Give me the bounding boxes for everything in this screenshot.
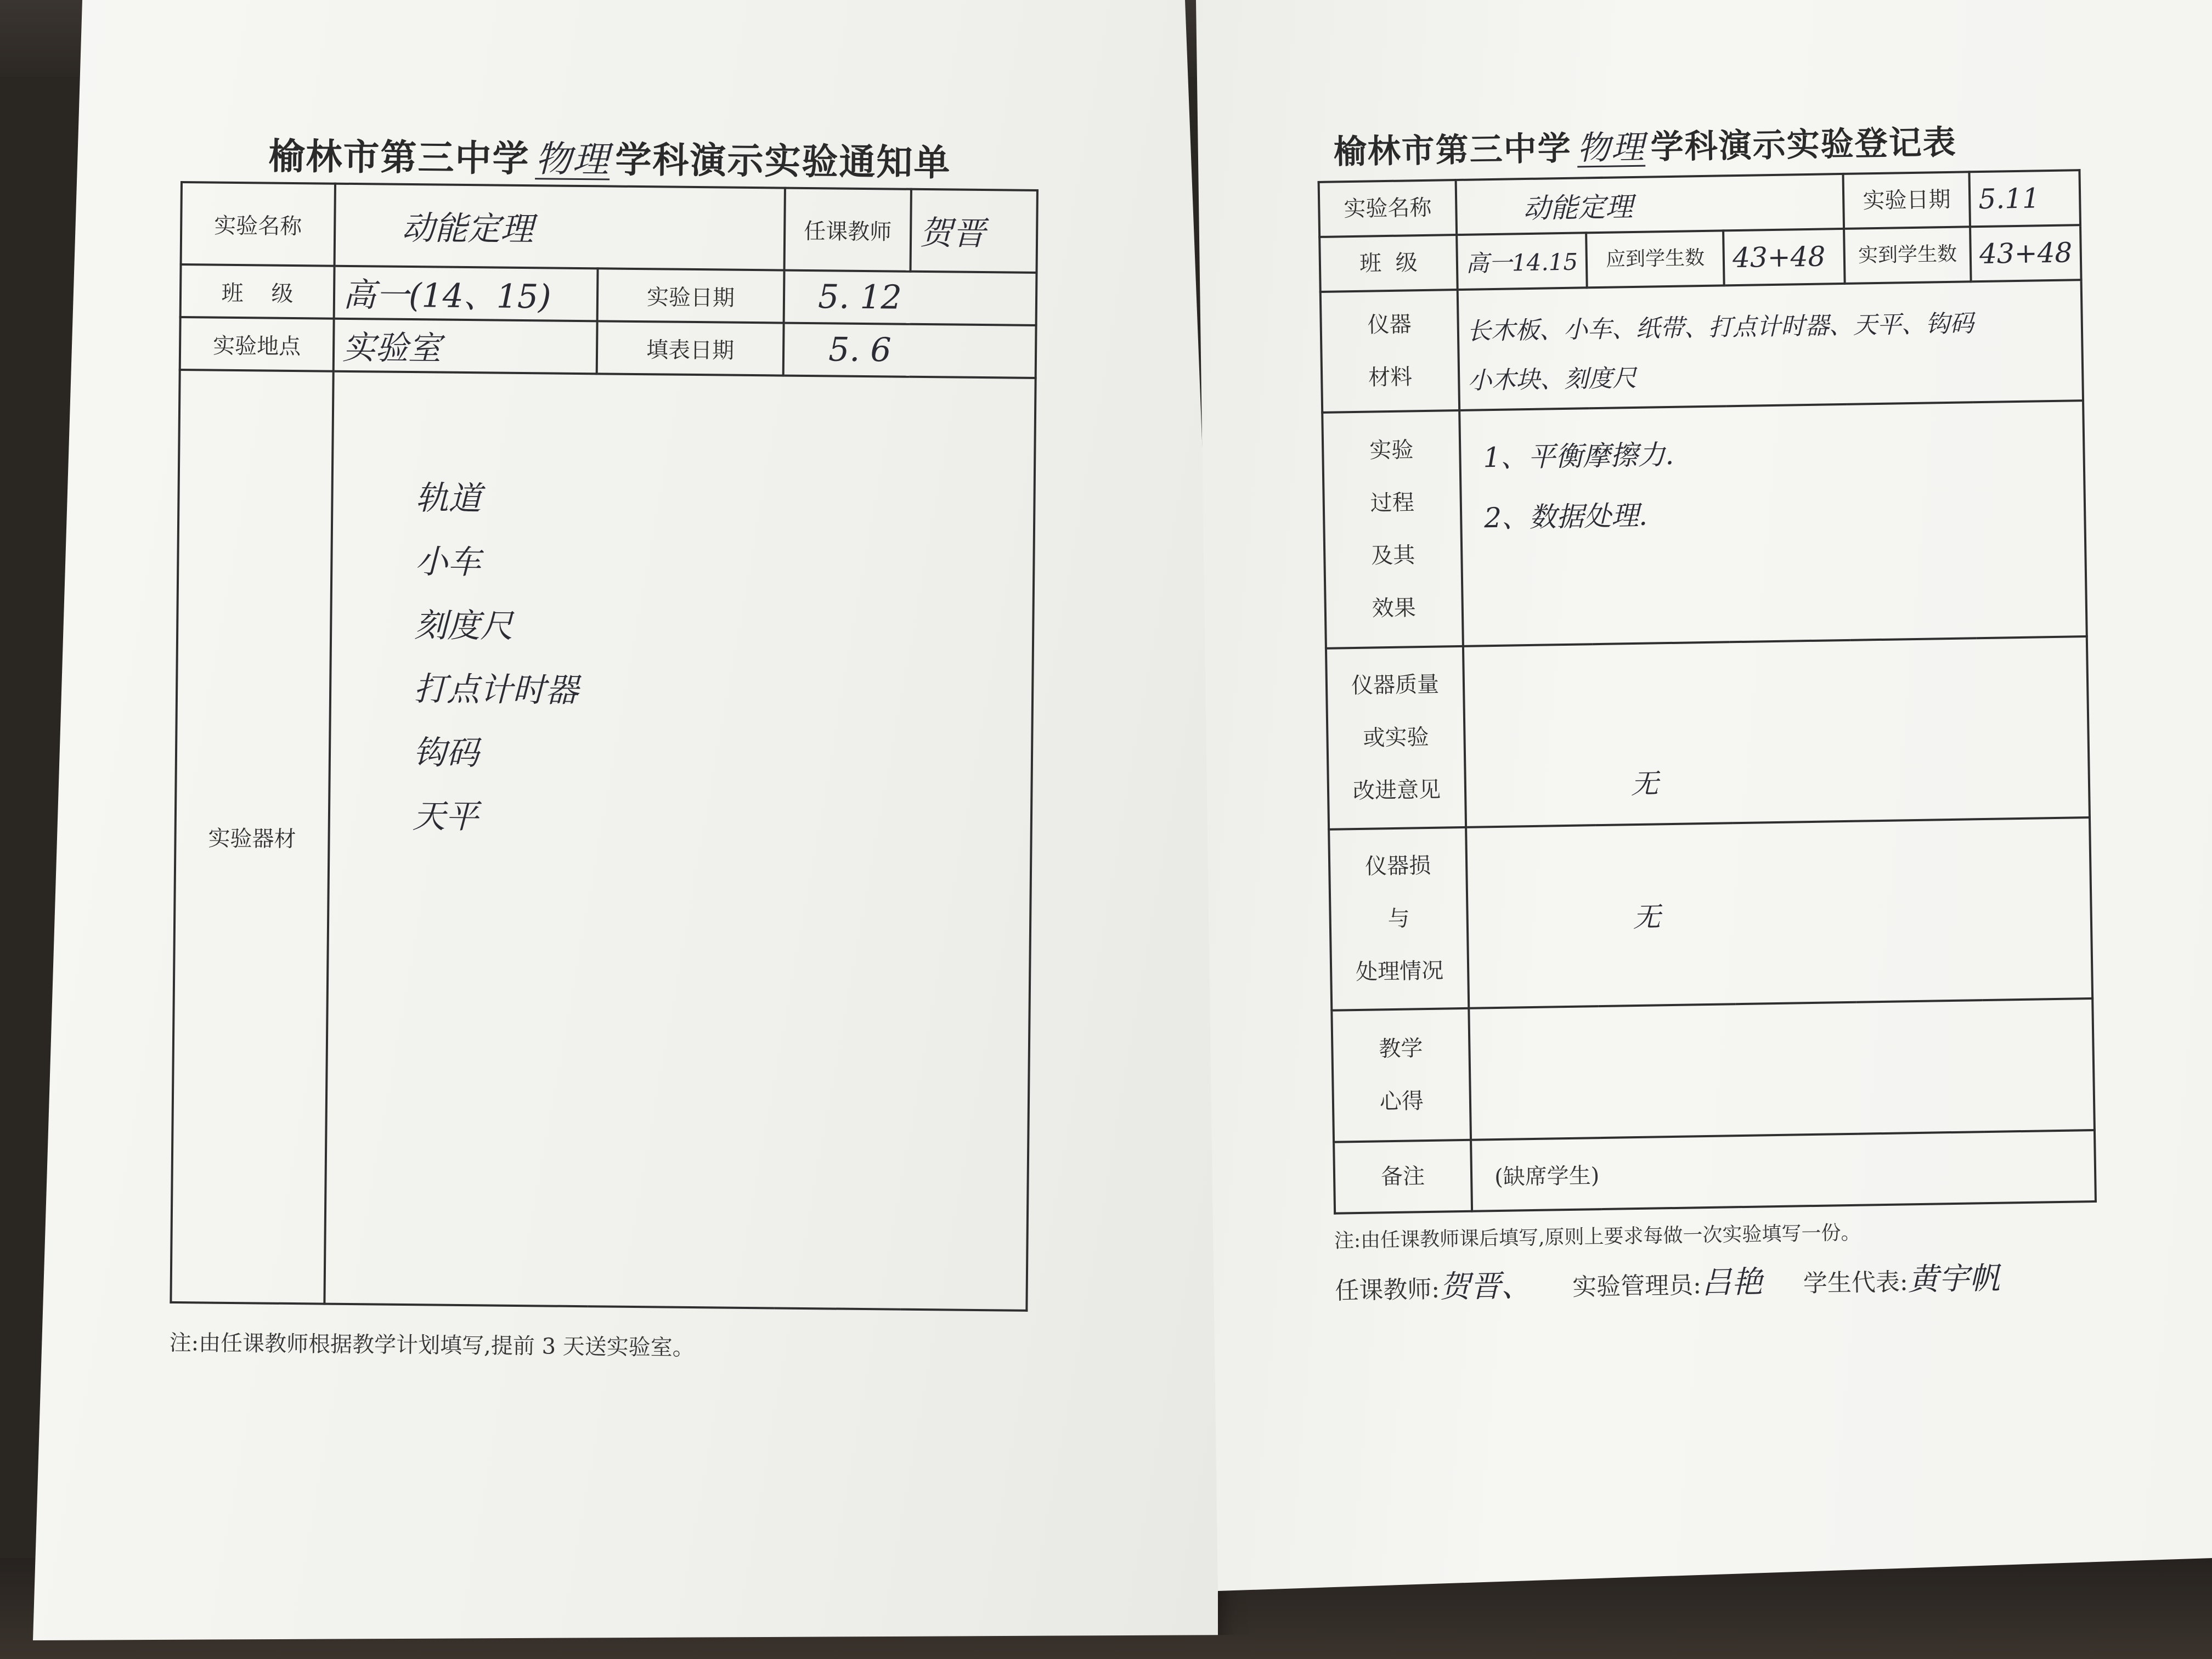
reg-experiment-name-label: 实验名称	[1319, 180, 1457, 237]
process-item: 2、数据处理.	[1483, 499, 1648, 534]
reg-exp-date-label: 实验日期	[1843, 172, 1971, 229]
process-label	[1322, 410, 1463, 648]
process-value	[1459, 400, 2087, 646]
process-label-line: 效果	[1372, 595, 1417, 622]
fill-date-hw: 5. 6	[828, 330, 891, 370]
reg-experiment-name-hw: 动能定理	[1522, 190, 1633, 225]
expected-students-hw: 43+48	[1732, 240, 1826, 274]
remarks-text: (缺席学生)	[1494, 1163, 1600, 1190]
fill-date-value	[783, 323, 1036, 378]
notice-footnote: 注:由任课教师根据教学计划填写,提前 3 天送实验室。	[169, 1330, 695, 1361]
notice-subject: 物理	[535, 138, 610, 181]
class-value	[334, 266, 598, 321]
teaching-label-line: 心得	[1379, 1088, 1424, 1115]
register-table	[1318, 169, 2097, 1215]
register-subject: 物理	[1577, 128, 1646, 168]
process-item: 1、平衡摩擦力.	[1483, 438, 1674, 474]
class-hw: 高一(14、15)	[342, 275, 551, 317]
materials-list	[324, 371, 1035, 1311]
instruments-label-line: 材料	[1368, 364, 1413, 391]
teaching-value	[1469, 998, 2095, 1140]
teacher-sign: 贺晋、	[1439, 1268, 1532, 1305]
fill-date-label: 填表日期	[597, 321, 784, 375]
material-item: 打点计时器	[413, 670, 579, 710]
student-rep-sign: 黄宇帆	[1908, 1260, 2001, 1298]
location-hw: 实验室	[342, 328, 442, 368]
notice-form	[169, 126, 1047, 1365]
material-item: 刻度尺	[414, 606, 514, 646]
quality-value	[1463, 636, 2090, 827]
teacher-signature: 贺晋	[919, 213, 986, 253]
notice-title-prefix: 榆林市第三中学	[268, 134, 530, 180]
teaching-label-line: 教学	[1379, 1036, 1423, 1062]
experiment-name-value	[335, 184, 785, 270]
notice-title-suffix: 学科演示实验通知单	[615, 138, 951, 184]
reg-class-label: 班 级	[1319, 235, 1458, 292]
reg-class-hw: 高一14.15	[1465, 248, 1578, 277]
register-footnote: 注:由任课教师课后填写,原则上要求每做一次实验填写一份。	[1334, 1221, 1861, 1252]
damage-value	[1466, 817, 2092, 1008]
instruments-label	[1321, 290, 1459, 413]
exp-date-value	[784, 270, 1037, 325]
process-label-line: 实验	[1369, 437, 1414, 464]
quality-label-line: 仪器质量	[1351, 672, 1440, 699]
quality-label-line: 或实验	[1363, 724, 1429, 751]
expected-students-label: 应到学生数	[1586, 230, 1724, 287]
remarks-value	[1471, 1130, 2096, 1211]
material-item: 小车	[415, 543, 481, 582]
material-item: 钩码	[413, 733, 479, 773]
quality-hw: 无	[1630, 768, 1659, 800]
quality-label-line: 改进意见	[1352, 777, 1441, 804]
material-item: 轨道	[415, 479, 482, 518]
teacher-sign-label: 任课教师:	[1334, 1275, 1440, 1305]
instruments-line: 长木板、小车、纸带、打点计时器、天平、钩码	[1466, 309, 1974, 346]
reg-class-value	[1457, 233, 1587, 290]
material-item: 天平	[412, 797, 479, 837]
student-rep-label: 学生代表:	[1803, 1268, 1909, 1298]
exp-date-label: 实验日期	[597, 268, 785, 323]
reg-exp-date-hw: 5.11	[1978, 182, 2040, 216]
reg-experiment-name-value	[1456, 174, 1844, 235]
admin-sign: 吕艳	[1701, 1264, 1763, 1301]
damage-label	[1329, 827, 1469, 1011]
teacher-label: 任课教师	[785, 188, 911, 272]
process-label-line: 及其	[1370, 543, 1415, 569]
teacher-value	[911, 189, 1037, 273]
damage-label-line: 仪器损	[1364, 853, 1431, 879]
notice-table	[170, 181, 1039, 1312]
materials-label: 实验器材	[171, 370, 333, 1304]
register-title-suffix: 学科演示实验登记表	[1650, 123, 1957, 167]
expected-students-value	[1723, 229, 1845, 285]
location-label: 实验地点	[180, 317, 334, 371]
instruments-line: 小木块、刻度尺	[1467, 364, 1637, 395]
experiment-name-label: 实验名称	[181, 182, 335, 266]
class-label: 班 级	[180, 264, 335, 319]
reg-exp-date-value	[1970, 170, 2081, 227]
register-form	[1317, 112, 2191, 1308]
instruments-value	[1458, 280, 2084, 410]
location-value	[334, 319, 597, 374]
damage-hw: 无	[1633, 901, 1661, 934]
instruments-label-line: 仪器	[1367, 312, 1412, 338]
exp-date-hw: 5. 12	[817, 278, 902, 317]
register-title-prefix: 榆林市第三中学	[1333, 129, 1572, 172]
actual-students-label: 实到学生数	[1844, 227, 1971, 284]
actual-students-value	[1970, 225, 2081, 281]
teaching-label	[1331, 1008, 1471, 1142]
actual-students-hw: 43+48	[1979, 236, 2073, 270]
process-label-line: 过程	[1370, 490, 1415, 516]
admin-sign-label: 实验管理员:	[1572, 1271, 1702, 1301]
notice-form-title	[180, 126, 1048, 189]
damage-label-line: 处理情况	[1355, 958, 1444, 985]
quality-label	[1326, 646, 1466, 830]
experiment-name-hw: 动能定理	[401, 208, 534, 249]
remarks-label: 备注	[1334, 1140, 1472, 1214]
damage-label-line: 与	[1387, 906, 1410, 932]
